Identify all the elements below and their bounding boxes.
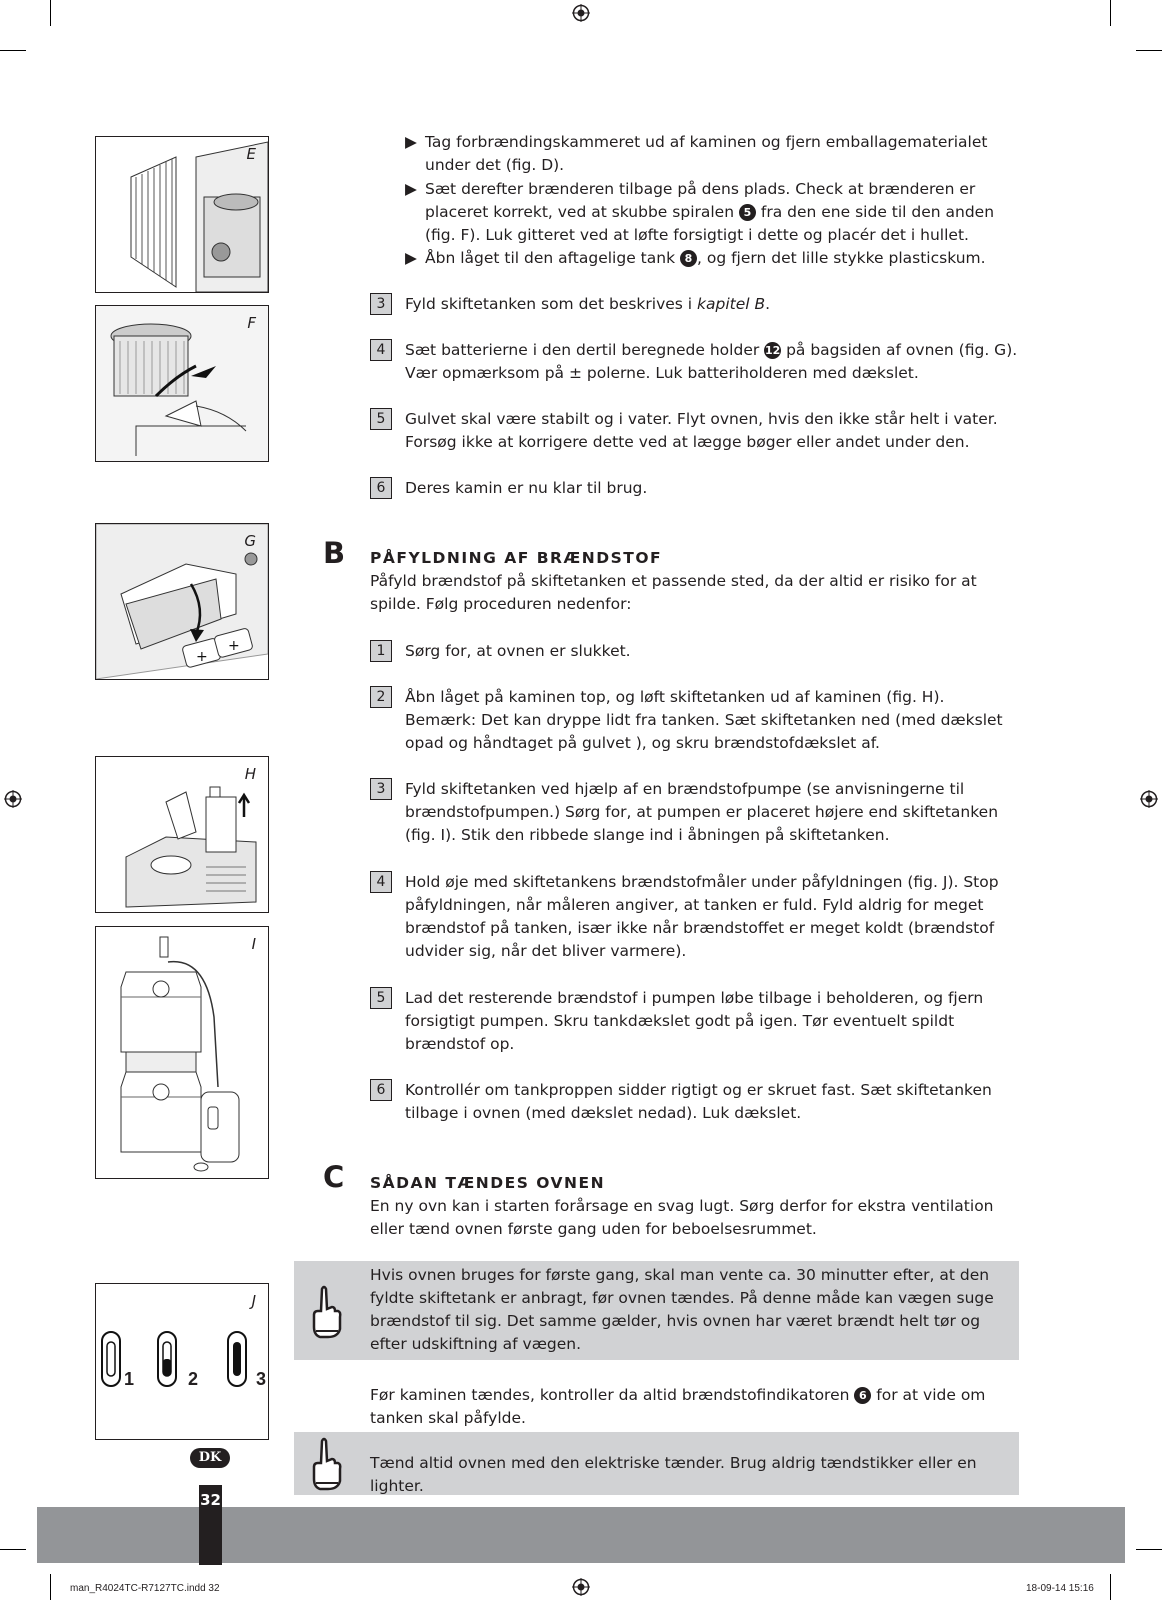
gauge-empty [102,1332,120,1386]
warning-note [294,1261,1019,1360]
crop-mark [50,1574,51,1600]
figure-label: E [246,145,256,163]
ref-circle: 8 [680,250,697,267]
crop-mark [1110,0,1111,26]
crop-mark [1136,50,1162,51]
registration-mark-icon [572,1578,590,1596]
section-intro: Påfyld brændstof på skiftetanken et passende sted, da der altid er risiko for at spilde. Følg proceduren nedenfor: [370,572,977,613]
step-text: Åbn låget på kaminen top, og løft skiftetanken ud af kaminen (fig. H). Bemærk: Det kan dryppe lidt fra tanken. Sæt skiftetanken ned (med dækslet opad og håndtaget på gulvet ), og skru brændstofdækslet af. [405,688,1003,752]
step-number: 5 [370,408,392,430]
bullet-item: ▶ Åbn låget til den aftagelige tank 8 , og fjern det lille stykke plasticskum. [405,247,1020,270]
slug-date: 18-09-14 15:16 [1026,1583,1094,1594]
step-number: 4 [370,339,392,361]
bullet-item: ▶ Sæt derefter brænderen tilbage på dens plads. Check at brænderen er placeret korrekt, ved at skubbe spiralen 5 fra den ene side til den anden (fig. F). Luk gitteret ved at løfte forsigtigt i dette og placér det i hullet. [405,180,995,244]
svg-text:+: + [196,649,208,665]
gauge-full [228,1332,246,1386]
step-number: 4 [370,871,392,893]
step-text: Hold øje med skiftetankens brændstofmåler under påfyldningen (fig. J). Stop påfyldningen, når måleren angiver, at tanken er fuld. Fyld aldrig for meget brændstof på tanken, især ikke når brændstoffet er meget koldt (brændstof udvider sig, når det bliver varmere). [405,873,999,960]
heater-grille-illustration [96,137,268,292]
pointing-hand-icon [308,1285,344,1339]
figure-i [95,926,269,1179]
paragraph: Før kaminen tændes, kontroller da altid brændstofindikatoren 6 for at vide om tanken skal påfylde. [370,1386,986,1427]
ref-circle: 5 [739,204,756,221]
step-number: 2 [370,686,392,708]
crop-mark [0,1549,26,1550]
slug-filename: man_R4024TC-R7127TC.indd 32 [70,1583,220,1594]
step-number: 1 [370,640,392,662]
language-badge: DK [190,1448,230,1468]
registration-mark-icon [1140,790,1158,808]
step-text: Fyld skiftetanken som det beskrives i kapitel B. [405,295,771,313]
gauge-half [158,1332,176,1386]
crop-mark [50,0,51,26]
figure-j [95,1283,269,1440]
figure-e [95,136,269,293]
arrow-right-icon: ▶ [405,133,417,151]
step-text: Kontrollér om tankproppen sidder rigtigt og er skruet fast. Sæt skiftetanken tilbage i ovnen (med dækslet nedad). Luk dækslet. [405,1081,992,1122]
step-text: Lad det resterende brændstof i pumpen løbe tilbage i beholderen, og fjern forsigtigt pumpen. Skru tankdækslet godt på igen. Tør eventuelt spildt brændstof op. [405,989,984,1053]
figure-f [95,305,269,462]
page-number: 32 [200,1491,221,1509]
ref-circle: 6 [854,1387,871,1404]
ref-circle: 12 [765,344,781,357]
bullet-item: ▶ Tag forbrændingskammeret ud af kaminen og fjern emballagematerialet under det (fig. D). [405,133,988,174]
registration-mark-icon [572,4,590,22]
tank-removal-illustration [96,757,268,912]
battery-holder-illustration [96,524,268,679]
figure-label: G [244,532,256,550]
step-text: Gulvet skal være stabilt og i vater. Flyt ovnen, hvis den ikke står helt i vater. Forsøg ikke at korrigere dette ved at lægge bøger eller andet under den. [405,410,998,451]
step-text: Sæt batterierne i den dertil beregnede holder 12 på bagsiden af ovnen (fig. G). Vær opmærksom på ± polerne. Luk batteriholderen med dækslet. [405,341,1018,382]
arrow-right-icon: ▶ [405,180,417,198]
arrow-right-icon: ▶ [405,249,417,267]
figure-label: I [251,935,256,953]
step-number: 5 [370,987,392,1009]
figure-label: H [244,765,256,783]
section-title: SÅDAN TÆNDES OVNEN [370,1174,606,1192]
note-text: Tænd altid ovnen med den elektriske tænder. Brug aldrig tændstikker eller en lighter. [370,1454,977,1495]
svg-text:+: + [228,638,240,654]
section-intro: En ny ovn kan i starten forårsage en svag lugt. Sørg derfor for ekstra ventilation eller tænd ovnen første gang uden for beboelsesrummet. [370,1197,994,1238]
step-number: 3 [370,778,392,800]
fuel-pump-illustration [96,927,268,1178]
section-letter: C [323,1160,345,1194]
figure-g [95,523,269,680]
step-number: 6 [370,477,392,499]
pointing-hand-icon [308,1437,344,1491]
crop-mark [0,50,26,51]
warning-note [294,1432,1019,1495]
step-text: Fyld skiftetanken ved hjælp af en brændstofpumpe (se anvisningerne til brændstofpumpen.) Sørg for, at pumpen er placeret højere end skiftetanken (fig. I). Stik den ribbede slange ind i åbningen på skiftetanken. [405,780,999,844]
gauge-label: 2 [188,1369,199,1389]
step-number: 6 [370,1079,392,1101]
step-text: Deres kamin er nu klar til brug. [405,479,648,497]
step-number: 3 [370,293,392,315]
burner-spiral-illustration [96,306,268,461]
section-letter: B [323,536,346,570]
gauge-label: 3 [256,1369,267,1389]
figure-label: J [251,1292,256,1310]
fuel-gauge-illustration [96,1284,268,1439]
section-title: PÅFYLDNING AF BRÆNDSTOF [370,549,663,567]
crop-mark [1110,1574,1111,1600]
figure-h [95,756,269,913]
figure-label: F [247,314,256,332]
note-text: Hvis ovnen bruges for første gang, skal man vente ca. 30 minutter efter, at den fyldte skiftetank er anbragt, før ovnen tændes. På denne måde kan vægen suge brændstof til sig. Det samme gælder, hvis ovnen har været brændt helt tør og efter udskiftning af vægen. [370,1266,994,1353]
gauge-label: 1 [124,1369,135,1389]
registration-mark-icon [4,790,22,808]
crop-mark [1136,1549,1162,1550]
step-text: Sørg for, at ovnen er slukket. [405,642,631,660]
